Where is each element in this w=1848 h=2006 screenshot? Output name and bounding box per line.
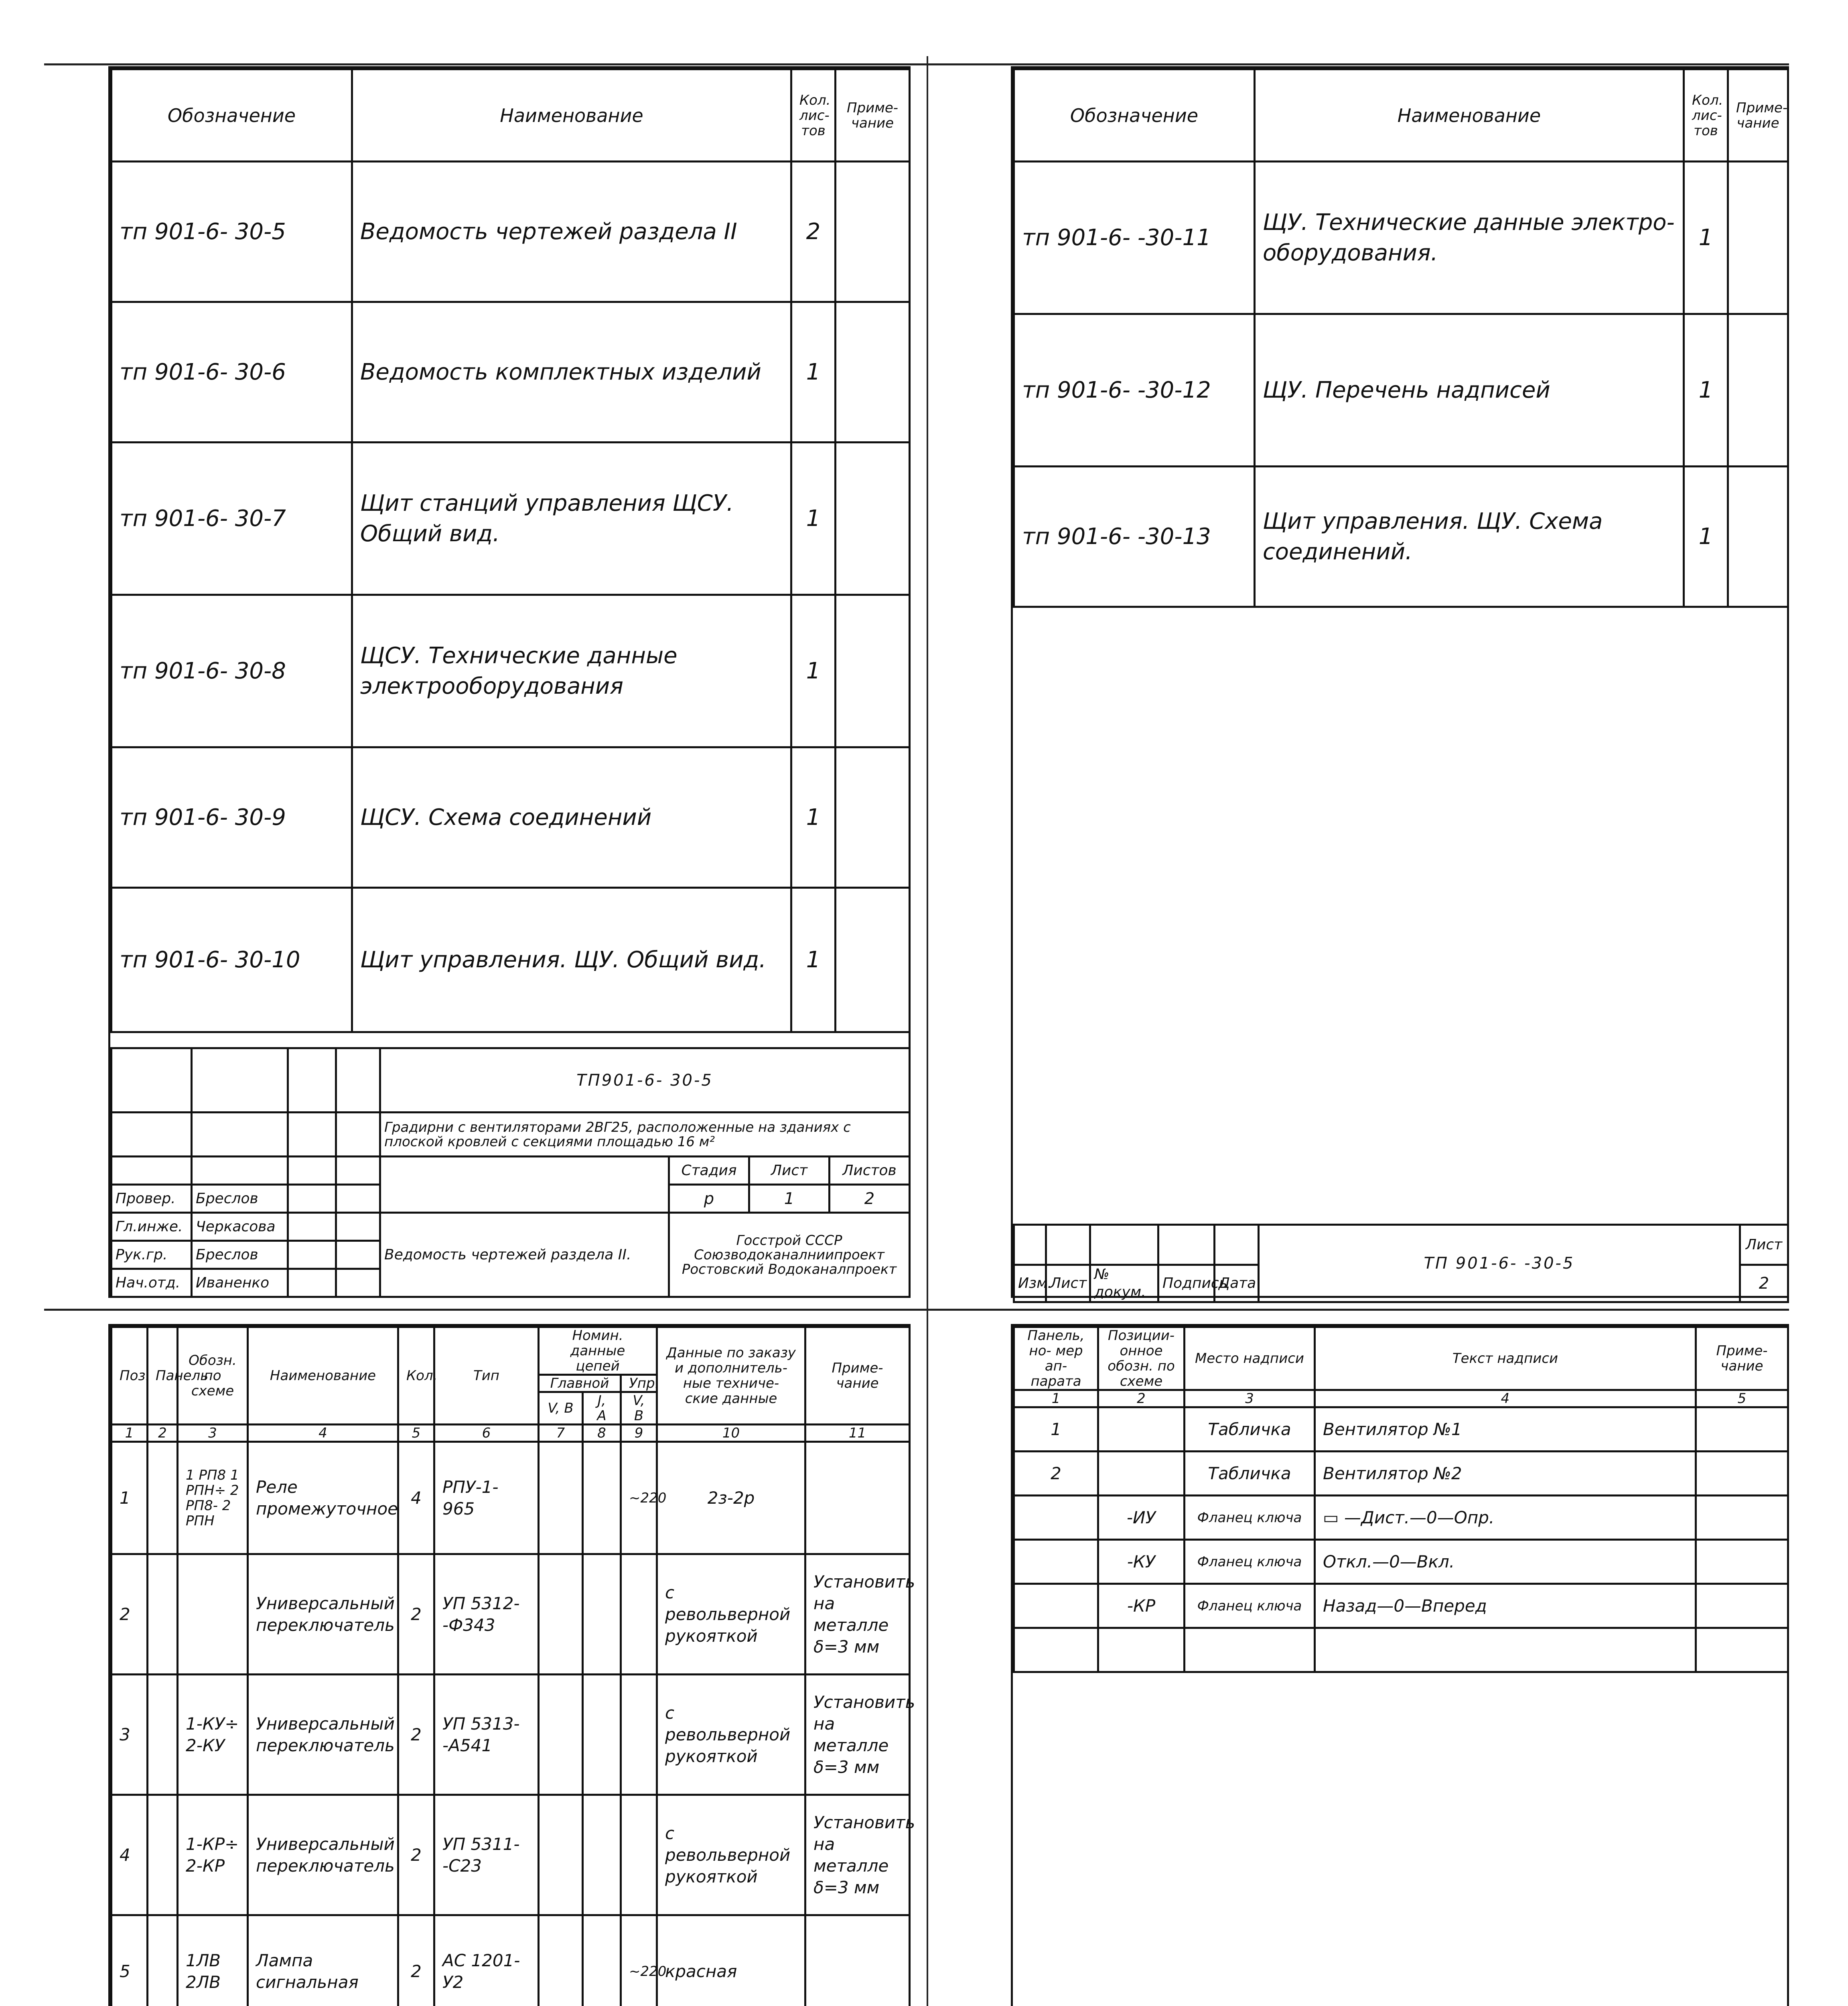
name: ЩСУ. Схема соединений bbox=[352, 747, 791, 888]
v bbox=[539, 1795, 583, 1915]
stage-label: Стадия bbox=[669, 1157, 749, 1185]
col-sheet: Лист bbox=[1046, 1265, 1090, 1302]
panel bbox=[148, 1442, 178, 1554]
designation: тп 901-6- -30-13 bbox=[1014, 467, 1255, 607]
count: 1 bbox=[791, 888, 836, 1032]
extra: с револьверной рукояткой bbox=[657, 1675, 805, 1795]
v bbox=[539, 1554, 583, 1675]
name: Щит станций управления ЩСУ. Общий вид. bbox=[352, 443, 791, 595]
pos: -КУ bbox=[1098, 1540, 1185, 1584]
col-name: Наименование bbox=[352, 69, 791, 162]
name: Ведомость комплектных изделий bbox=[352, 302, 791, 443]
sheet-4 bbox=[1011, 1324, 1789, 2006]
place: Фланец ключа bbox=[1185, 1540, 1315, 1584]
name: Лампа сигнальная bbox=[248, 1915, 398, 2006]
col-number: 3 bbox=[178, 1425, 248, 1442]
desig: 1ЛВ 2ЛВ bbox=[178, 1915, 248, 2006]
sheets-count: 2 bbox=[830, 1185, 910, 1213]
col-number: 5 bbox=[398, 1425, 434, 1442]
panel: 1 bbox=[1014, 1407, 1098, 1452]
drawing-code: ТП 901-6- -30-5 bbox=[1259, 1225, 1740, 1302]
col-panel: Панель, но- мер ап- парата bbox=[1014, 1327, 1098, 1390]
sheet-3 bbox=[108, 1324, 915, 2006]
sheet-number: 2 bbox=[1740, 1265, 1788, 1302]
table-row bbox=[112, 595, 910, 747]
v bbox=[539, 1442, 583, 1554]
note bbox=[836, 302, 910, 443]
table-row bbox=[1014, 162, 1788, 314]
panel bbox=[148, 1554, 178, 1675]
note bbox=[805, 1915, 910, 2006]
col-rated: Номин. данные цепей bbox=[539, 1327, 657, 1375]
place bbox=[1185, 1628, 1315, 1672]
note bbox=[836, 443, 910, 595]
pos: 5 bbox=[112, 1915, 148, 2006]
col-count: Кол. лис- тов bbox=[1684, 69, 1728, 162]
sheets-label: Листов bbox=[830, 1157, 910, 1185]
col-qty: Кол. bbox=[398, 1327, 434, 1425]
col-note: Приме- чание bbox=[1696, 1327, 1788, 1390]
col-number: 2 bbox=[1098, 1390, 1185, 1407]
panel bbox=[148, 1675, 178, 1795]
note bbox=[1728, 314, 1788, 467]
qty: 2 bbox=[398, 1795, 434, 1915]
col-desig: Обозн. по схеме bbox=[178, 1327, 248, 1425]
count: 2 bbox=[791, 162, 836, 302]
text: ▭ —Дист.—0—Опр. bbox=[1315, 1496, 1696, 1540]
center-rule bbox=[927, 56, 928, 2006]
name: Универсальный переключатель bbox=[248, 1675, 398, 1795]
sheet3-table bbox=[110, 1326, 915, 2006]
sheet-2 bbox=[1011, 66, 1789, 1298]
person: Черкасова bbox=[192, 1213, 288, 1241]
pos bbox=[1098, 1407, 1185, 1452]
note bbox=[1696, 1628, 1788, 1672]
name: Универсальный переключатель bbox=[248, 1795, 398, 1915]
qty: 2 bbox=[398, 1915, 434, 2006]
col-doc: № докум. bbox=[1090, 1265, 1158, 1302]
text: Вентилятор №1 bbox=[1315, 1407, 1696, 1452]
note bbox=[836, 747, 910, 888]
col-text: Текст надписи bbox=[1315, 1327, 1696, 1390]
i bbox=[583, 1442, 621, 1554]
col-number: 8 bbox=[583, 1425, 621, 1442]
desig: 1-КУ÷ 2-КУ bbox=[178, 1675, 248, 1795]
count: 1 bbox=[1684, 162, 1728, 314]
table-row bbox=[1014, 1452, 1788, 1496]
col-type: Тип bbox=[434, 1327, 539, 1425]
col-note: Приме- чание bbox=[1728, 69, 1788, 162]
table-row bbox=[112, 1554, 910, 1675]
text: Назад—0—Вперед bbox=[1315, 1584, 1696, 1628]
pos: 1 bbox=[112, 1442, 148, 1554]
type: УП 5311- -С23 bbox=[434, 1795, 539, 1915]
col-i: J, A bbox=[583, 1392, 621, 1425]
role: Нач.отд. bbox=[112, 1269, 192, 1297]
note: Установить на металле δ=3 мм bbox=[805, 1675, 910, 1795]
qty: 2 bbox=[398, 1675, 434, 1795]
note: Установить на металле δ=3 мм bbox=[805, 1795, 910, 1915]
table-row bbox=[112, 443, 910, 595]
stage: р bbox=[669, 1185, 749, 1213]
panel bbox=[1014, 1584, 1098, 1628]
person: Бреслов bbox=[192, 1241, 288, 1269]
col-number: 1 bbox=[1014, 1390, 1098, 1407]
vc bbox=[621, 1554, 657, 1675]
note bbox=[836, 888, 910, 1032]
note bbox=[1728, 162, 1788, 314]
person: Иваненко bbox=[192, 1269, 288, 1297]
designation: тп 901-6- -30-11 bbox=[1014, 162, 1255, 314]
title-block-1 bbox=[110, 1047, 909, 1296]
place: Табличка bbox=[1185, 1452, 1315, 1496]
note: Установить на металле δ=3 мм bbox=[805, 1554, 910, 1675]
count: 1 bbox=[791, 302, 836, 443]
panel: 2 bbox=[1014, 1452, 1098, 1496]
i bbox=[583, 1554, 621, 1675]
table-row bbox=[1014, 1496, 1788, 1540]
table-row bbox=[1014, 314, 1788, 467]
desig: 1 РП8 1 РПН÷ 2 РП8- 2 РПН bbox=[178, 1442, 248, 1554]
col-ctrl: Упр. bbox=[621, 1375, 657, 1392]
table-row bbox=[1014, 1407, 1788, 1452]
col-main: Главной bbox=[539, 1375, 621, 1392]
table-row bbox=[112, 162, 910, 302]
col-number: 2 bbox=[148, 1425, 178, 1442]
text bbox=[1315, 1628, 1696, 1672]
vc bbox=[621, 1675, 657, 1795]
note bbox=[1696, 1452, 1788, 1496]
pos: 2 bbox=[112, 1554, 148, 1675]
note bbox=[1696, 1496, 1788, 1540]
extra: красная bbox=[657, 1915, 805, 2006]
table-row bbox=[1014, 1584, 1788, 1628]
qty: 4 bbox=[398, 1442, 434, 1554]
name: Ведомость чертежей раздела II bbox=[352, 162, 791, 302]
i bbox=[583, 1795, 621, 1915]
col-vc: V, B bbox=[621, 1392, 657, 1425]
type: РПУ-1-965 bbox=[434, 1442, 539, 1554]
table-row bbox=[112, 1795, 910, 1915]
panel bbox=[148, 1915, 178, 2006]
name: Универсальный переключатель bbox=[248, 1554, 398, 1675]
type: УП 5312- -Ф343 bbox=[434, 1554, 539, 1675]
text: Откл.—0—Вкл. bbox=[1315, 1540, 1696, 1584]
count: 1 bbox=[791, 595, 836, 747]
table-row bbox=[112, 1915, 910, 2006]
col-number: 5 bbox=[1696, 1390, 1788, 1407]
table-row bbox=[112, 1675, 910, 1795]
col-sign: Подпись bbox=[1158, 1265, 1215, 1302]
col-panel: Панель bbox=[148, 1327, 178, 1425]
count: 1 bbox=[791, 747, 836, 888]
name: Реле промежуточное bbox=[248, 1442, 398, 1554]
col-name: Наименование bbox=[248, 1327, 398, 1425]
designation: тп 901-6- 30-8 bbox=[112, 595, 352, 747]
organization: Госстрой СССР Союзводоканалниипроект Ростовский Водоканалпроект bbox=[669, 1213, 910, 1297]
title-block-2 bbox=[1013, 1224, 1787, 1300]
designation: тп 901-6- 30-6 bbox=[112, 302, 352, 443]
col-name: Наименование bbox=[1255, 69, 1684, 162]
count: 1 bbox=[1684, 467, 1728, 607]
table-row bbox=[1014, 1540, 1788, 1584]
designation: тп 901-6- 30-7 bbox=[112, 443, 352, 595]
project-title: Градирни с вентиляторами 2ВГ25, расположенные на зданиях с плоской кровлей с секциями площадью 16 м² bbox=[380, 1113, 910, 1157]
table-row bbox=[112, 1442, 910, 1554]
role: Провер. bbox=[112, 1185, 192, 1213]
name: ЩУ. Технические данные электро- оборудования. bbox=[1255, 162, 1684, 314]
sheet-title: Ведомость чертежей раздела II. bbox=[380, 1213, 669, 1297]
col-extra: Данные по заказу и дополнитель- ные техниче- ские данные bbox=[657, 1327, 805, 1425]
note bbox=[836, 162, 910, 302]
pos: -ИУ bbox=[1098, 1496, 1185, 1540]
col-note: Приме- чание bbox=[805, 1327, 910, 1425]
col-number: 1 bbox=[112, 1425, 148, 1442]
role: Рук.гр. bbox=[112, 1241, 192, 1269]
col-designation: Обозначение bbox=[1014, 69, 1255, 162]
top-rule bbox=[44, 63, 1789, 65]
col-count: Кол. лис- тов bbox=[791, 69, 836, 162]
panel bbox=[148, 1795, 178, 1915]
col-number: 7 bbox=[539, 1425, 583, 1442]
name: Щит управления. ЩУ. Общий вид. bbox=[352, 888, 791, 1032]
col-number: 4 bbox=[248, 1425, 398, 1442]
qty: 2 bbox=[398, 1554, 434, 1675]
table-row bbox=[112, 888, 910, 1032]
col-number: 6 bbox=[434, 1425, 539, 1442]
name: ЩУ. Перечень надписей bbox=[1255, 314, 1684, 467]
col-designation: Обозначение bbox=[112, 69, 352, 162]
col-number: 9 bbox=[621, 1425, 657, 1442]
col-change: Изм. bbox=[1014, 1265, 1046, 1302]
name: Щит управления. ЩУ. Схема соединений. bbox=[1255, 467, 1684, 607]
panel bbox=[1014, 1540, 1098, 1584]
designation: тп 901-6- 30-10 bbox=[112, 888, 352, 1032]
note bbox=[805, 1442, 910, 1554]
col-pos: Поз. bbox=[112, 1327, 148, 1425]
place: Фланец ключа bbox=[1185, 1496, 1315, 1540]
col-note: Приме- чание bbox=[836, 69, 910, 162]
note bbox=[1728, 467, 1788, 607]
i bbox=[583, 1675, 621, 1795]
sheet4-table bbox=[1013, 1326, 1789, 1673]
col-number: 10 bbox=[657, 1425, 805, 1442]
table-row bbox=[1014, 1628, 1788, 1672]
count: 1 bbox=[791, 443, 836, 595]
count: 1 bbox=[1684, 314, 1728, 467]
col-number: 11 bbox=[805, 1425, 910, 1442]
sheet-1 bbox=[108, 66, 911, 1298]
vc bbox=[621, 1795, 657, 1915]
v bbox=[539, 1915, 583, 2006]
col-number: 4 bbox=[1315, 1390, 1696, 1407]
designation: тп 901-6- 30-9 bbox=[112, 747, 352, 888]
mid-rule bbox=[44, 1309, 1789, 1311]
panel bbox=[1014, 1496, 1098, 1540]
role: Гл.инже. bbox=[112, 1213, 192, 1241]
note bbox=[1696, 1584, 1788, 1628]
desig bbox=[178, 1554, 248, 1675]
table-row bbox=[112, 747, 910, 888]
person: Бреслов bbox=[192, 1185, 288, 1213]
v bbox=[539, 1675, 583, 1795]
col-number: 3 bbox=[1185, 1390, 1315, 1407]
type: АС 1201-У2 bbox=[434, 1915, 539, 2006]
pos bbox=[1098, 1628, 1185, 1672]
table-row bbox=[112, 302, 910, 443]
extra: с револьверной рукояткой bbox=[657, 1795, 805, 1915]
pos: 3 bbox=[112, 1675, 148, 1795]
place: Фланец ключа bbox=[1185, 1584, 1315, 1628]
i bbox=[583, 1915, 621, 2006]
note bbox=[1696, 1540, 1788, 1584]
extra: 2з-2р bbox=[657, 1442, 805, 1554]
pos: -КР bbox=[1098, 1584, 1185, 1628]
sheet1-table bbox=[110, 68, 911, 1033]
col-pos: Позиции- онное обозн. по схеме bbox=[1098, 1327, 1185, 1390]
designation: тп 901-6- -30-12 bbox=[1014, 314, 1255, 467]
drawing-code: ТП901-6- 30-5 bbox=[380, 1048, 910, 1113]
table-row bbox=[1014, 467, 1788, 607]
extra: с револьверной рукояткой bbox=[657, 1554, 805, 1675]
place: Табличка bbox=[1185, 1407, 1315, 1452]
pos: 4 bbox=[112, 1795, 148, 1915]
sheet-number: 1 bbox=[749, 1185, 830, 1213]
text: Вентилятор №2 bbox=[1315, 1452, 1696, 1496]
designation: тп 901-6- 30-5 bbox=[112, 162, 352, 302]
col-v: V, В bbox=[539, 1392, 583, 1425]
panel bbox=[1014, 1628, 1098, 1672]
vc: ~220 bbox=[621, 1442, 657, 1554]
name: ЩСУ. Технические данные электрооборудования bbox=[352, 595, 791, 747]
desig: 1-КР÷ 2-КР bbox=[178, 1795, 248, 1915]
pos bbox=[1098, 1452, 1185, 1496]
note bbox=[1696, 1407, 1788, 1452]
col-date: Дата bbox=[1215, 1265, 1259, 1302]
sheet-label: Лист bbox=[1740, 1225, 1788, 1265]
note bbox=[836, 595, 910, 747]
vc: ~220 bbox=[621, 1915, 657, 2006]
sheet2-table bbox=[1013, 68, 1789, 608]
type: УП 5313- -А541 bbox=[434, 1675, 539, 1795]
sheet-label: Лист bbox=[749, 1157, 830, 1185]
col-place: Место надписи bbox=[1185, 1327, 1315, 1390]
